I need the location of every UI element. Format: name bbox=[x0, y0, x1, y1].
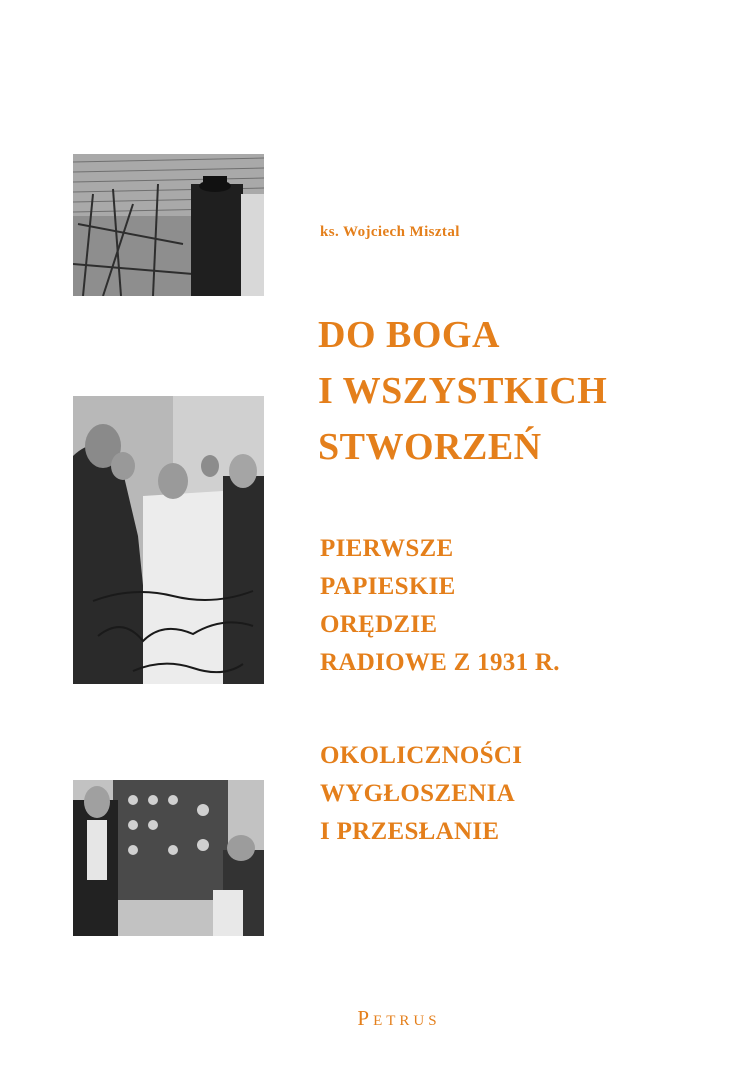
subtitle-line: I PRZESŁANIE bbox=[320, 818, 500, 845]
title-line: I WSZYSTKICH bbox=[318, 370, 608, 412]
subtitle-line: RADIOWE Z 1931 R. bbox=[320, 649, 560, 676]
subtitle-line: PAPIESKIE bbox=[320, 573, 456, 600]
subtitle-line: ORĘDZIE bbox=[320, 611, 438, 638]
photo-radio-control-panel bbox=[73, 780, 264, 936]
photo-pope-with-signatures bbox=[73, 396, 264, 684]
subtitle-line: WYGŁOSZENIA bbox=[320, 780, 516, 807]
subtitle-line: OKOLICZNOŚCI bbox=[320, 742, 523, 769]
photo-man-with-radio-antenna bbox=[73, 154, 264, 296]
title-line: DO BOGA bbox=[318, 314, 500, 356]
publisher-name bbox=[0, 1006, 738, 1031]
subtitle-line: PIERWSZE bbox=[320, 535, 454, 562]
subtitle-first bbox=[320, 530, 560, 682]
publisher-label: Petrus bbox=[357, 1006, 441, 1030]
book-title bbox=[318, 307, 607, 475]
author-name: ks. Wojciech Misztal bbox=[320, 224, 460, 240]
title-line: STWORZEŃ bbox=[318, 426, 542, 468]
subtitle-second bbox=[320, 737, 522, 851]
